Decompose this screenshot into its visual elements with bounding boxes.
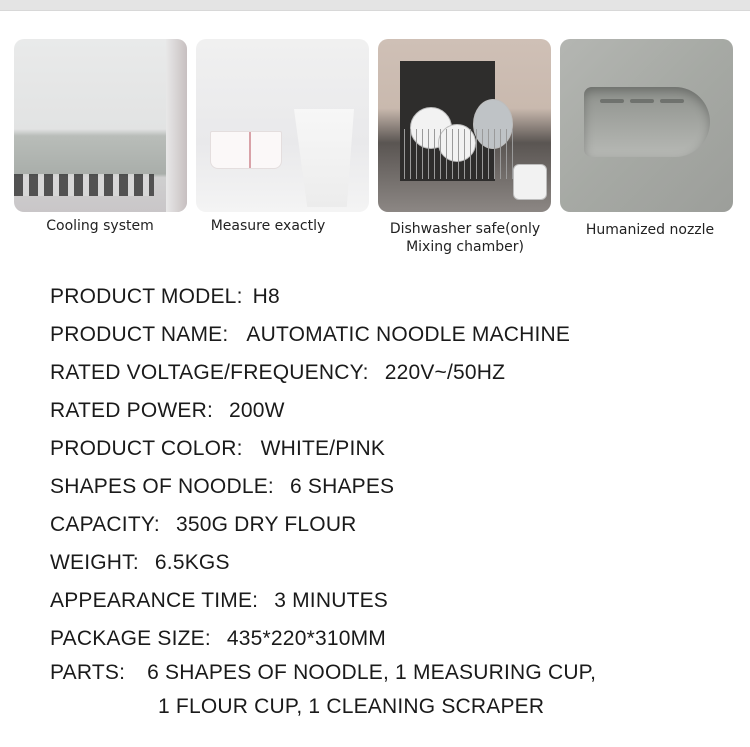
spec-value: 6 SHAPES	[289, 475, 395, 498]
spec-value: 6 SHAPES OF NOODLE, 1 MEASURING CUP,	[147, 661, 597, 684]
dish-rack-graphic	[404, 129, 514, 179]
spec-label: PRODUCT COLOR:	[50, 437, 243, 460]
spec-row-power	[50, 399, 285, 423]
spec-row-model	[50, 285, 280, 309]
spec-value: WHITE/PINK	[260, 437, 386, 460]
spec-value: 220V~/50HZ	[384, 361, 506, 384]
spec-label: SHAPES OF NOODLE:	[50, 475, 274, 498]
spec-value: AUTOMATIC NOODLE MACHINE	[246, 323, 571, 346]
caption-cooling-system: Cooling system	[46, 218, 154, 234]
cooling-vent-graphic	[14, 174, 154, 196]
spec-row-parts	[50, 661, 596, 685]
nozzle-slot	[660, 99, 684, 103]
cooling-system-image	[14, 39, 187, 212]
tile-edge	[166, 39, 187, 212]
measure-exactly-image	[196, 39, 369, 212]
spec-label: PRODUCT NAME:	[50, 323, 229, 346]
caption-line-1: Dishwasher safe(only	[389, 221, 541, 237]
spec-label: PACKAGE SIZE:	[50, 627, 211, 650]
spec-value: 350G DRY FLOUR	[175, 513, 357, 536]
measuring-cup-graphic	[294, 109, 354, 207]
spec-value: 200W	[229, 399, 285, 422]
spec-label: RATED POWER:	[50, 399, 214, 422]
nozzle-slot	[630, 99, 654, 103]
spec-row-capacity	[50, 513, 357, 537]
spec-label: CAPACITY:	[50, 513, 160, 536]
dishwasher-safe-image	[378, 39, 551, 212]
spec-row-package-size	[50, 627, 386, 651]
humanized-nozzle-image	[560, 39, 733, 212]
nozzle-slot	[600, 99, 624, 103]
spec-row-voltage	[50, 361, 505, 385]
spec-row-parts-continued: 1 FLOUR CUP, 1 CLEANING SCRAPER	[158, 695, 545, 718]
spec-value: 435*220*310MM	[226, 627, 386, 650]
spec-value: H8	[252, 285, 280, 308]
spec-row-name	[50, 323, 570, 347]
top-divider-band	[0, 0, 750, 11]
spec-label: RATED VOLTAGE/FREQUENCY:	[50, 361, 369, 384]
caption-measure-exactly: Measure exactly	[210, 218, 326, 234]
spec-value: 3 MINUTES	[274, 589, 389, 612]
nozzle-well-graphic	[584, 87, 710, 157]
spec-label: WEIGHT:	[50, 551, 139, 574]
caption-line-2: Mixing chamber)	[406, 239, 524, 255]
mixing-chamber-graphic	[513, 164, 547, 200]
spec-label: PARTS:	[50, 661, 126, 684]
spec-row-color	[50, 437, 385, 461]
spec-row-appearance-time	[50, 589, 388, 613]
spec-value: 6.5KGS	[154, 551, 230, 574]
spec-label: PRODUCT MODEL:	[50, 285, 243, 308]
spec-label: APPEARANCE TIME:	[50, 589, 259, 612]
cup-stripe	[249, 132, 251, 168]
caption-humanized-nozzle: Humanized nozzle	[585, 222, 715, 238]
caption-dishwasher-safe	[370, 220, 560, 256]
spec-row-weight	[50, 551, 230, 575]
spec-row-shapes	[50, 475, 394, 499]
flour-cup-graphic	[210, 131, 282, 169]
